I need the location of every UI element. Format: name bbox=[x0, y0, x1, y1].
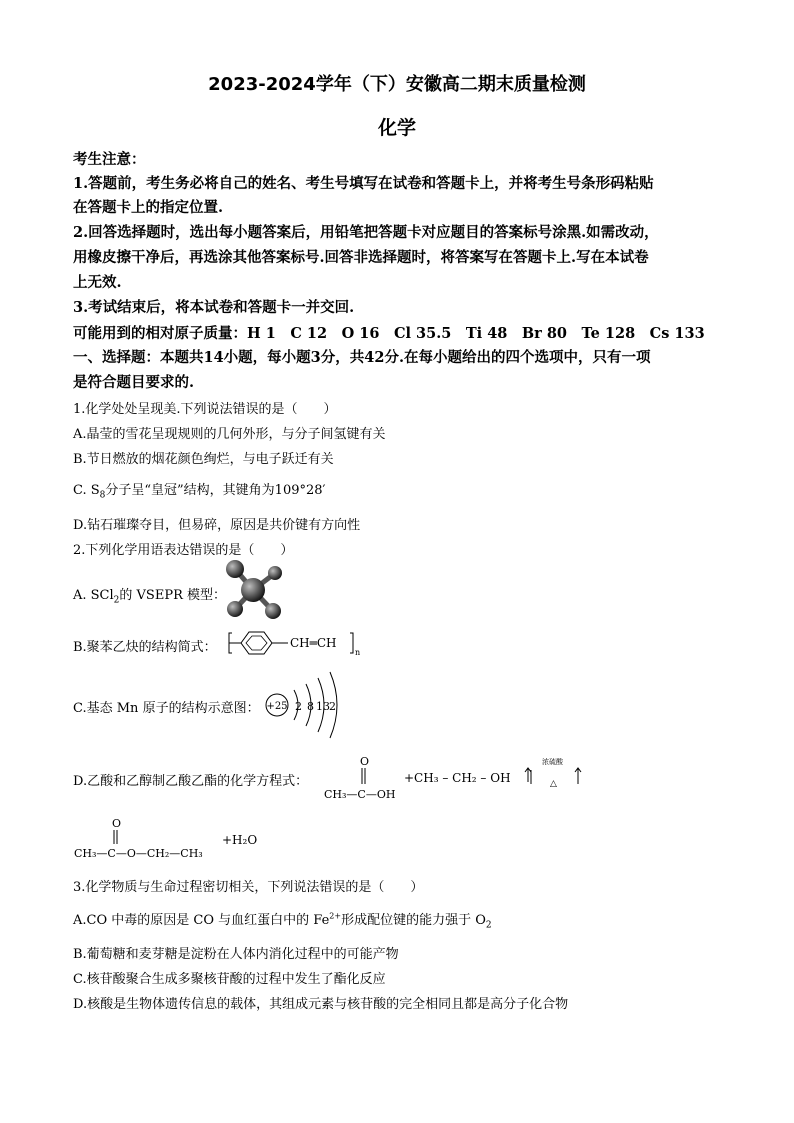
catalyst-label: 浓硫酸 bbox=[542, 758, 563, 766]
notice-item-1-line-2: 在答题卡上的指定位置. bbox=[73, 199, 224, 216]
q1-option-c: C. $S_8$分子呈“皇冠”结构，其键角为109°28′ bbox=[73, 483, 326, 501]
q1-option-b: B.节日燃放的烟花颜色绚烂，与电子跃迁有关 bbox=[73, 452, 334, 467]
q1-option-d: D.钻石璀璨夺目，但易碎，原因是共价键有方向性 bbox=[73, 518, 361, 533]
heat-symbol: △ bbox=[550, 779, 557, 789]
q2-option-d-label: D.乙酸和乙醇制乙酸乙酯的化学方程式： bbox=[73, 774, 309, 789]
acetic-acid: CH₃—C—OH bbox=[324, 788, 396, 801]
esterification-equation-line-2 bbox=[72, 814, 262, 860]
shell-4-electrons: 2 bbox=[329, 700, 336, 713]
q2-stem: 2.下列化学用语表达错误的是（ ） bbox=[73, 543, 294, 558]
shell-2-electrons: 8 bbox=[307, 700, 314, 713]
polyphenylacetylene-structure bbox=[226, 628, 366, 660]
q3-option-a: A.CO 中毒的原因是 CO 与血红蛋白中的 $Fe^{2+}$形成配位键的能力强于 $O_2$ bbox=[73, 911, 492, 931]
vsepr-ball-model bbox=[218, 558, 288, 622]
q2-option-a: A. SCl$_2$的 VSEPR 模型： bbox=[73, 588, 226, 606]
shell-3-electrons: 13 bbox=[316, 700, 330, 713]
section-heading-line-1: 一、选择题：本题共14小题，每小题3分，共42分.在每小题给出的四个选项中，只有一项 bbox=[73, 349, 651, 366]
subject-title: 化学 bbox=[377, 117, 416, 139]
notice-item-2-line-2: 用橡皮擦干净后，再选涂其他答案标号.回答非选择题时，将答案写在答题卡上.写在本试卷 bbox=[73, 249, 649, 266]
exam-title: 2023-2024学年（下）安徽高二期末质量检测 bbox=[208, 74, 586, 95]
nucleus-charge: +25 bbox=[266, 701, 288, 712]
q1-option-a: A.晶莹的雪花呈现规则的几何外形，与分子间氢键有关 bbox=[73, 427, 386, 442]
q3-option-b: B.葡萄糖和麦芽糖是淀粉在人体内消化过程中的可能产物 bbox=[73, 947, 399, 962]
shell-1-electrons: 2 bbox=[295, 700, 302, 713]
chain-text: CH═CH bbox=[290, 636, 337, 650]
notice-heading: 考生注意： bbox=[73, 151, 146, 168]
notice-item-2-line-3: 上无效. bbox=[73, 274, 122, 291]
q3-option-d: D.核酸是生物体遗传信息的载体，其组成元素与核苷酸的完全相同且都是高分子化合物 bbox=[73, 997, 569, 1012]
section-heading-line-2: 是符合题目要求的. bbox=[73, 374, 195, 391]
q2-option-b-label: B.聚苯乙炔的结构简式： bbox=[73, 640, 217, 655]
repeat-n: n bbox=[355, 648, 361, 657]
q1-stem: 1.化学处处呈现美.下列说法错误的是（ ） bbox=[73, 402, 337, 417]
q3-option-c: C.核苷酸聚合生成多聚核苷酸的过程中发生了酯化反应 bbox=[73, 972, 386, 987]
esterification-equation-line-1 bbox=[322, 752, 592, 802]
ethyl-acetate: CH₃—C—O—CH₂—CH₃ bbox=[74, 847, 203, 860]
notice-item-1-line-1: 1.答题前，考生务必将自己的姓名、考生号填写在试卷和答题卡上，并将考生号条形码粘贴 bbox=[73, 175, 654, 192]
atomic-masses: 可能用到的相对原子质量：H 1 C 12 O 16 Cl 35.5 Ti 48 Br 80 Te 128 Cs 133 bbox=[73, 325, 705, 342]
q2-option-c-label: C.基态 Mn 原子的结构示意图： bbox=[73, 701, 260, 716]
acid-carbonyl-o: O bbox=[360, 755, 370, 768]
notice-item-3: 3.考试结束后，将本试卷和答题卡一并交回. bbox=[73, 299, 355, 316]
notice-item-2-line-1: 2.回答选择题时，选出每小题答案后，用铅笔把答题卡对应题目的答案标号涂黑.如需改动， bbox=[73, 224, 659, 241]
q3-stem: 3.化学物质与生命过程密切相关，下列说法错误的是（ ） bbox=[73, 880, 424, 895]
water-product: +H₂O bbox=[222, 833, 258, 847]
ester-carbonyl-o: O bbox=[112, 817, 122, 830]
mn-atom-diagram bbox=[262, 670, 354, 746]
ethanol-term: +CH₃ – CH₂ – OH bbox=[404, 771, 511, 785]
